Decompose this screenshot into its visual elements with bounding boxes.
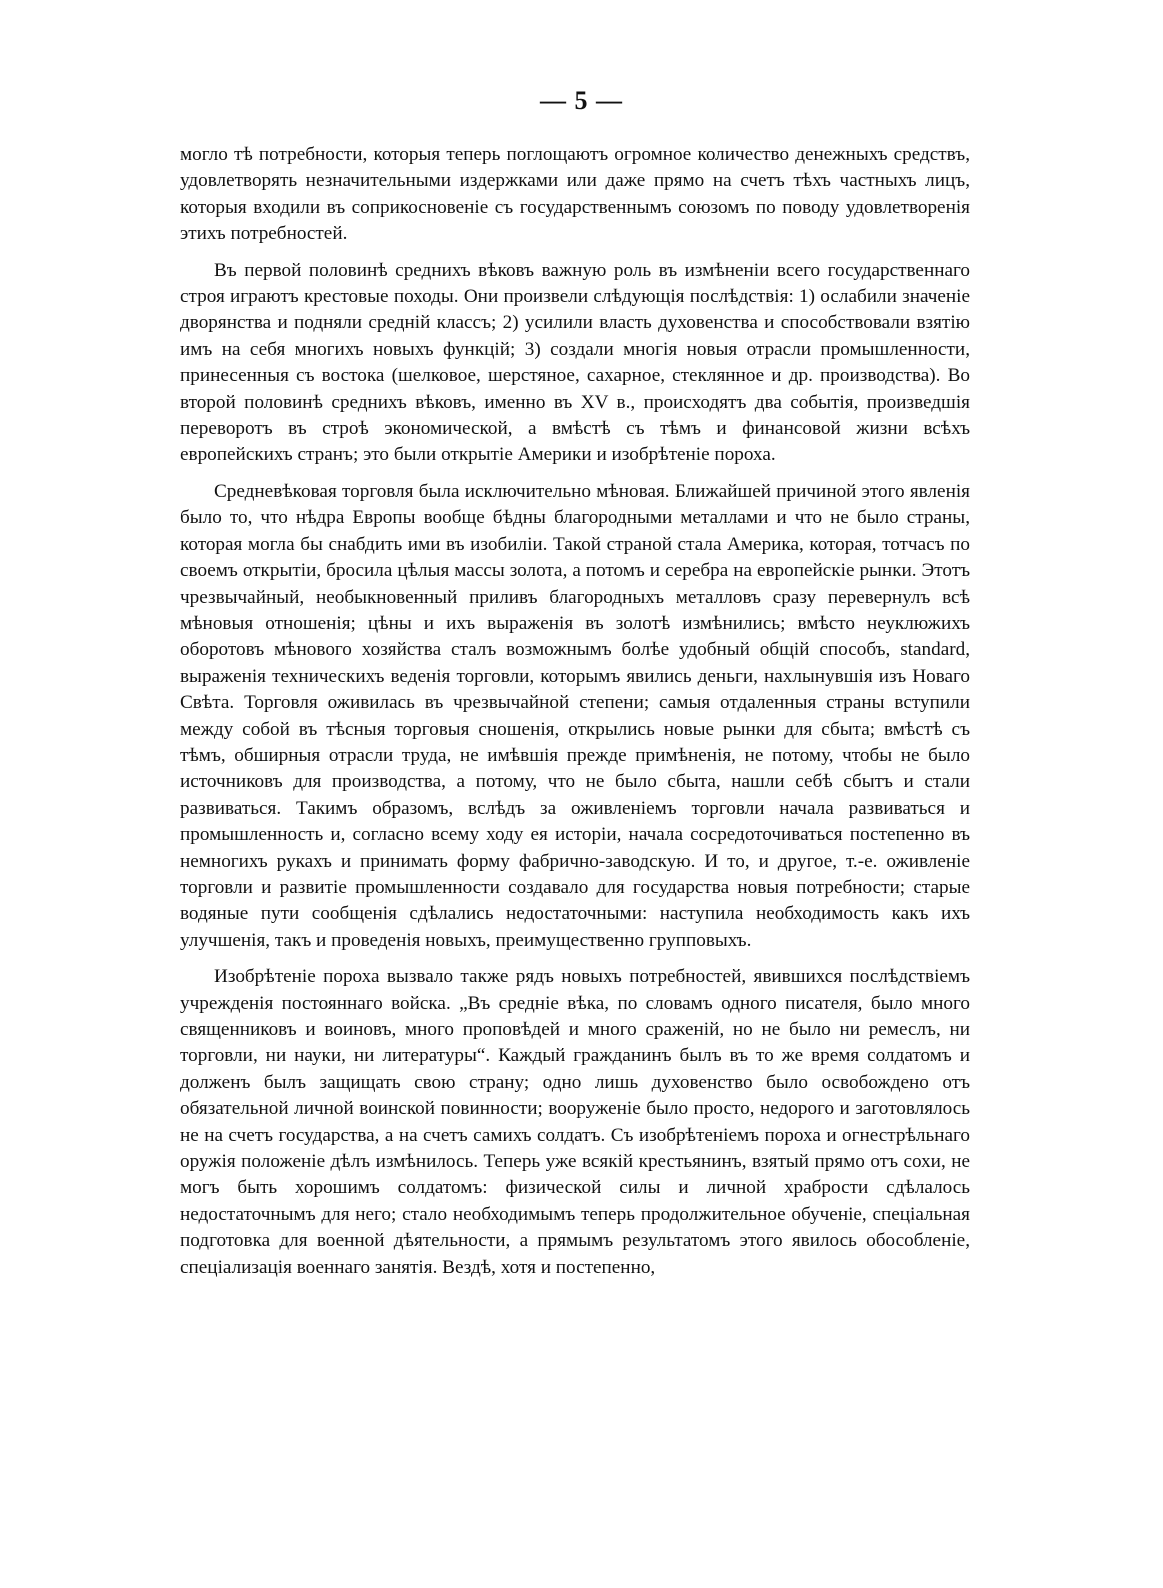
- body-text: [180, 142, 970, 1291]
- page-number: — 5 —: [540, 86, 623, 115]
- paragraph-crusades: Въ первой половинѣ среднихъ вѣковъ важную роль въ измѣненіи всего государственнаго строя играютъ крестовые походы. Они произвели слѣдующія послѣдствія: 1) ослабили значеніе дворянства и подняли средній классъ; 2) усилили власть духовенства и способствовали взятію имъ на себя многихъ новыхъ функцій; 3) создали многія новыя отрасли промышленности, принесенныя съ востока (шелковое, шерстяное, сахарное, стеклянное и др. производства). Во второй половинѣ среднихъ вѣковъ, именно въ XV в., происходятъ два событія, произведшія переворотъ въ строѣ экономической, а вмѣстѣ съ тѣмъ и финансовой жизни всѣхъ европейскихъ странъ; это были открытіе Америки и изобрѣтеніе пороха.: [180, 259, 970, 466]
- paragraph-medieval-trade: Средневѣковая торговля была исключительно мѣновая. Ближайшей причиной этого явленія было то, что нѣдра Европы вообще бѣдны благородными металлами и что не было страны, которая могла бы снабдить ими въ изобиліи. Такой страной стала Америка, которая, тотчасъ по своемъ открытіи, бросила цѣлыя массы золота, а потомъ и серебра на европейскіе рынки. Этотъ чрезвычайный, необыкновенный приливъ благородныхъ металловъ сразу перевернулъ всѣ мѣновыя отношенія; цѣны и ихъ выраженія въ золотѣ измѣнились; вмѣсто неуклюжихъ оборотовъ мѣнового хозяйства сталъ возможнымъ болѣе удобный общій способъ, standard, выраженія техническихъ веденія торговли, которымъ явились деньги, нахлынувшія изъ Новаго Свѣта. Торговля оживилась въ чрезвычайной степени; самыя отдаленныя страны вступили между собой въ тѣсныя торговыя сношенія, открылись новые рынки для сбыта; вмѣстѣ съ тѣмъ, обширныя отрасли труда, не имѣвшія прежде примѣненія, не потому, чтобы не было источниковъ для производства, а потому, что не было сбыта, нашли себѣ сбытъ и стали развиваться. Такимъ образомъ, вслѣдъ за оживленіемъ торговли начала развиваться и промышленность и, согласно всему ходу ея исторіи, начала сосредоточиваться постепенно въ немногихъ рукахъ и принимать форму фабрично-заводскую. И то, и другое, т.-е. оживленіе торговли и развитіе промышленности создавало для государства новыя потребности; старые водяные пути сообщенія сдѣлались недостаточными: наступила необходимость какъ ихъ улучшенія, такъ и проведенія новыхъ, преимущественно групповыхъ.: [180, 480, 970, 951]
- paragraph-gunpowder: Изобрѣтеніе пороха вызвало также рядъ новыхъ потребностей, явившихся послѣдствіемъ учрежденія постояннаго войска. „Въ средніе вѣка, по словамъ одного писателя, было много священниковъ и воиновъ, много проповѣдей и много сраженій, но не было ни ремеслъ, ни торговли, ни науки, ни литературы“. Каждый гражданинъ былъ въ то же время солдатомъ и долженъ былъ защищать свою страну; одно лишь духовенство было освобождено отъ обязательной личной воинской повинности; вооруженіе было просто, недорого и заготовлялось не на счетъ государства, а на счетъ самихъ солдатъ. Съ изобрѣтеніемъ пороха и огнестрѣльнаго оружія положеніе дѣлъ измѣнилось. Теперь уже всякій крестьянинъ, взятый прямо отъ сохи, не могъ быть хорошимъ солдатомъ: физической силы и личной храбрости сдѣлалось недостаточнымъ для него; стало необходимымъ теперь продолжительное обученіе, спеціальная подготовка для военной дѣятельности, а прямымъ результатомъ этого явилось обособленіе, спеціализація военнаго занятія. Вездѣ, хотя и постепенно,: [180, 966, 970, 1278]
- paragraph-continuation: могло тѣ потребности, которыя теперь поглощаютъ огромное количество денежныхъ средствъ, удовлетворять незначительными издержками или даже прямо на счетъ тѣхъ частныхъ лицъ, которыя входили въ соприкосновеніе съ государственнымъ союзомъ по поводу удовлетворенія этихъ потребностей.: [180, 144, 970, 245]
